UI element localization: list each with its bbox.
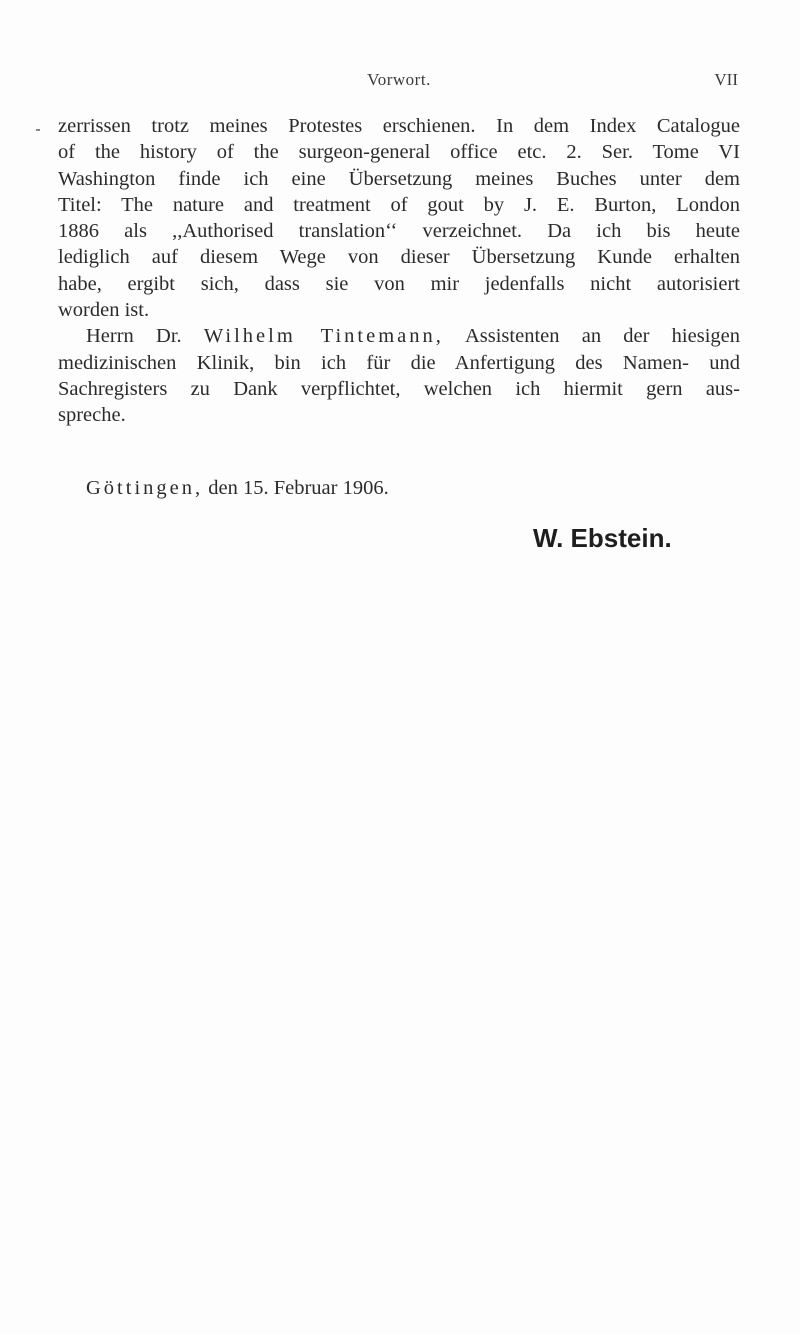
assistant-name: Wilhelm Tintemann, (203, 325, 444, 348)
page-number: VII (714, 70, 738, 89)
text-line: Washington finde ich eine Übersetzung meines Buches unter dem (58, 167, 740, 190)
text-line: zerrissen trotz meines Protestes erschienen. In dem Index Catalogue (58, 115, 740, 137)
body-text (58, 113, 740, 429)
text-line-acknowledgement (58, 323, 740, 349)
margin-mark (36, 129, 40, 131)
text-line: medizinischen Klinik, bin ich für die Anfertigung des Namen- und (58, 351, 740, 374)
text-line: of the history of the surgeon-general office etc. 2. Ser. Tome VI (58, 141, 740, 164)
text-line: worden ist. (58, 299, 150, 322)
author-signature: W. Ebstein. (533, 523, 672, 553)
running-head (60, 70, 738, 100)
place-date (86, 477, 389, 500)
text-line: habe, ergibt sich, dass sie von mir jedenfalls nicht autorisiert (58, 272, 740, 295)
text-line: lediglich auf diesem Wege von dieser Übersetzung Kunde erhalten (58, 246, 740, 269)
assistant-role: Assistenten an der hiesigen (464, 325, 741, 348)
date: den 15. Februar 1906. (208, 477, 389, 499)
place: Göttingen, (86, 477, 204, 499)
text-line: 1886 als ,,Authorised translation‘‘ verzeichnet. Da ich bis heute (58, 220, 740, 243)
salutation: Herrn Dr. (86, 325, 182, 348)
text-line: Titel: The nature and treatment of gout by J. E. Burton, London (58, 193, 740, 216)
text-line: Sachregisters zu Dank verpflichtet, welchen ich hiermit gern aus- (58, 377, 740, 400)
text-line: spreche. (58, 404, 126, 427)
running-title: Vorwort. (367, 70, 431, 89)
